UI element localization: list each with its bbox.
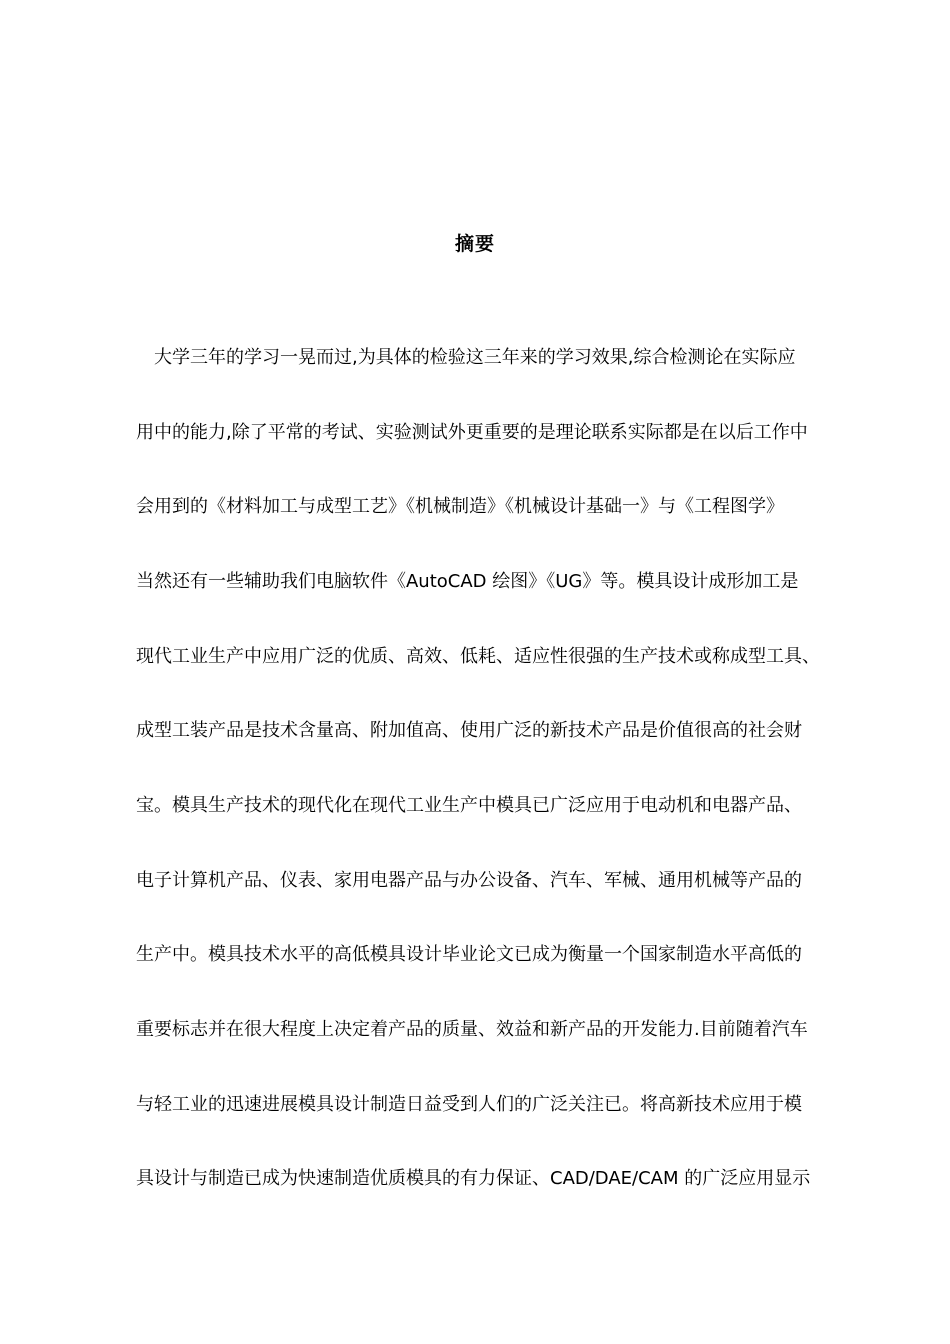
- body-line-10: 重要标志并在很大程度上决定着产品的质量、效益和新产品的开发能力.目前随着汽车: [136, 1019, 808, 1040]
- body-line-5: 现代工业生产中应用广泛的优质、高效、低耗、适应性很强的生产技术或称成型工具、: [136, 646, 820, 667]
- body-line-11: 与轻工业的迅速进展模具设计制造日益受到人们的广泛关注已。将高新技术应用于模: [136, 1094, 802, 1115]
- body-line-12: 具设计与制造已成为快速制造优质模具的有力保证、CAD/DAE/CAM 的广泛应用显示: [136, 1168, 811, 1189]
- body-line-2: 用中的能力,除了平常的考试、实验测试外更重要的是理论联系实际都是在以后工作中: [136, 422, 808, 443]
- body-line-4: 当然还有一些辅助我们电脑软件《AutoCAD 绘图》《UG》等。模具设计成形加工是: [136, 571, 799, 592]
- body-line-8: 电子计算机产品、仪表、家用电器产品与办公设备、汽车、军械、通用机械等产品的: [136, 870, 802, 891]
- body-line-3: 会用到的《材料加工与成型工艺》《机械制造》《机械设计基础一》与《工程图学》: [136, 496, 784, 517]
- body-line-6: 成型工装产品是技术含量高、附加值高、使用广泛的新技术产品是价值很高的社会财: [136, 720, 802, 741]
- body-line-1: 大学三年的学习一晃而过,为具体的检验这三年来的学习效果,综合检测论在实际应: [136, 347, 796, 368]
- body-line-7: 宝。模具生产技术的现代化在现代工业生产中模具已广泛应用于电动机和电器产品、: [136, 795, 802, 816]
- page-title: 摘要: [454, 233, 495, 255]
- body-line-9: 生产中。模具技术水平的高低模具设计毕业论文已成为衡量一个国家制造水平高低的: [136, 944, 802, 965]
